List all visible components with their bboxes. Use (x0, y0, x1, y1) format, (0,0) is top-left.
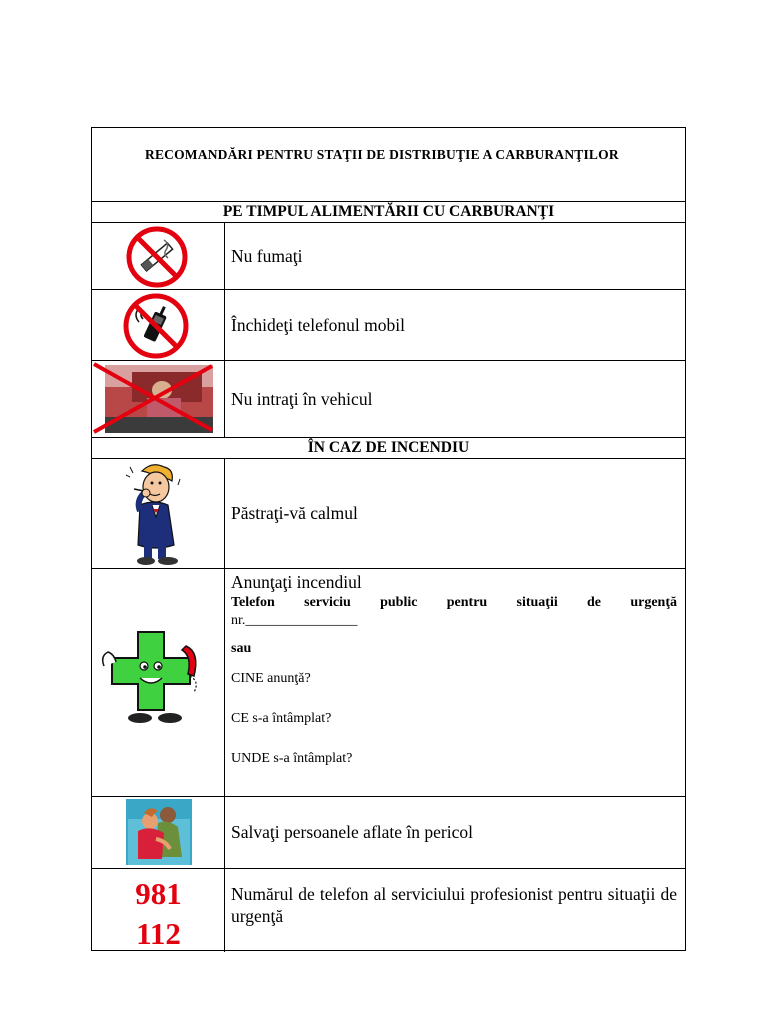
item-row-no-smoking (92, 222, 685, 289)
emergency-numbers-text: Numărul de telefon al serviciului profesionist pentru situaţii de urgenţă (231, 884, 677, 926)
icon-cell (92, 569, 225, 796)
announce-line1: Telefon serviciu public pentru situaţii de urgenţă (231, 595, 677, 610)
no-smoking-icon (126, 226, 188, 288)
announce-title: Anunţaţi incendiul (231, 572, 362, 592)
icon-cell (92, 459, 225, 568)
emergency-number-112: 112 (136, 916, 181, 951)
section-heading-fire (92, 437, 685, 458)
calm-man-icon (120, 461, 200, 567)
announce-text-block (225, 569, 685, 796)
announce-question-where: UNDE s-a întâmplat? (231, 751, 353, 766)
icon-cell (92, 223, 225, 289)
numbers-cell (92, 869, 225, 952)
emergency-number-981: 981 (135, 876, 182, 911)
announce-or: sau (231, 641, 252, 656)
document-title: RECOMANDĂRI PENTRU STAŢII DE DISTRIBUŢIE A CARBURANŢILOR (145, 147, 619, 162)
announce-question-who: CINE anunţă? (231, 671, 311, 686)
heading-text: PE TIMPUL ALIMENTĂRII CU CARBURANŢI (222, 203, 555, 220)
announce-line2: nr.________________ (231, 613, 358, 628)
green-cross-phone-icon (100, 626, 212, 730)
item-text: Nu fumaţi (231, 245, 303, 266)
icon-cell (92, 361, 225, 437)
icon-cell (92, 290, 225, 360)
rescue-people-icon (126, 799, 192, 865)
item-row-vehicle (92, 360, 685, 437)
item-row-announce-fire (92, 568, 685, 796)
heading-text: ÎN CAZ DE INCENDIU (307, 439, 470, 456)
item-text: Salvaţi persoanele aflate în pericol (231, 822, 473, 842)
icon-cell (92, 797, 225, 868)
section-heading-refueling (92, 201, 685, 222)
recommendations-table (91, 127, 686, 951)
item-text: Nu intraţi în vehicul (231, 388, 373, 409)
item-row-mobile-phone (92, 289, 685, 360)
item-row-emergency-numbers (92, 868, 685, 952)
no-entering-vehicle-icon (92, 362, 225, 436)
item-text: Păstraţi-vă calmul (231, 503, 358, 523)
emergency-numbers (92, 869, 225, 952)
item-row-rescue (92, 796, 685, 868)
item-row-calm (92, 458, 685, 568)
no-mobile-phone-icon (123, 293, 189, 359)
title-row (92, 128, 685, 201)
item-text: Închideţi telefonul mobil (231, 314, 405, 335)
announce-question-what: CE s-a întâmplat? (231, 711, 332, 726)
